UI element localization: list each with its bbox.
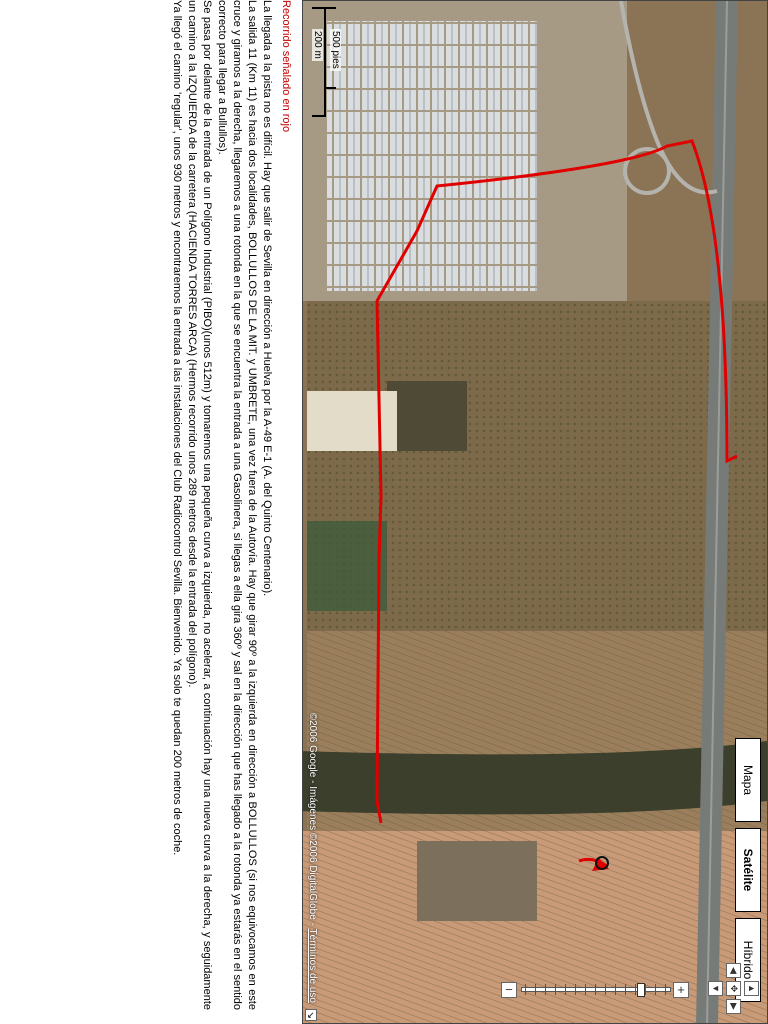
zoom-tick: [545, 984, 546, 995]
zoom-slider[interactable]: [521, 983, 671, 997]
directions-text: [169, 0, 274, 1010]
pan-right-icon[interactable]: ▶: [726, 999, 741, 1014]
scale-meters-label: 200 m: [312, 31, 323, 59]
scale-feet-label: 500 pies: [330, 31, 341, 69]
zoom-tick: [565, 984, 566, 995]
route-caption: Recorrido señalado en rojo: [280, 0, 292, 133]
zoom-in-button[interactable]: +: [673, 982, 689, 998]
zoom-slider-thumb[interactable]: [637, 983, 645, 997]
zoom-tick: [665, 984, 666, 995]
map-type-mapa-button[interactable]: Mapa: [735, 738, 761, 822]
zoom-tick: [655, 984, 656, 995]
pan-up-icon[interactable]: ▲: [744, 981, 759, 996]
pan-down-icon[interactable]: ▼: [708, 981, 723, 996]
directions-paragraph: La salida 11 (Km 11) es hacia dos localidades, BOLLULLOS DE LA MIT. y UMBRETE, una vez fuera de la Autovía. Hay que girar 90º a la izquierda en dirección a BOLLULLOS (si nos equivocamos en este cruce y giramos a la derecha, llegaremos a una rotonda en la que se encuentra la entrada a una Gasolinera, si llegas a ella gira 360º y sal en la dirección que has llegado a la rotonda ya estarás en el sentido correcto para llegar a Bullullos).: [216, 0, 258, 1010]
directions-paragraph: Se pasa por delante de la entrada de un Polígono Industrial (PIBO)(unos 512m) y tomaremos una pequeña curva a izquierda, no acelerar, a continuación hay una nueva curva a la derecha, y seguidamente un camino a la IZQUIERDA de la carretera (HACIENDA TORRES ARCA) (Hermos recorrido unos 289 metros desde la entrada del polígono).: [186, 0, 213, 1010]
map-type-satellite-button[interactable]: Satélite: [735, 828, 761, 912]
zoom-tick: [645, 984, 646, 995]
zoom-tick: [535, 984, 536, 995]
satellite-map[interactable]: [302, 0, 768, 1024]
directions-paragraph: Ya llegó el camino 'regular', unos 930 metros y encontraremos la entrada a las instalaciones del Club Radiocontrol Sevilla. Bienvenido. Ya solo te quedan 200 metros de coche.: [171, 0, 183, 856]
pan-center-icon[interactable]: ✥: [726, 981, 741, 996]
zoom-out-button[interactable]: −: [501, 982, 517, 998]
map-type-hybrid-button[interactable]: Híbrido: [735, 918, 761, 1002]
zoom-tick: [635, 984, 636, 995]
zoom-tick: [555, 984, 556, 995]
zoom-tick: [605, 984, 606, 995]
scale-bar: [308, 7, 340, 117]
satellite-imagery[interactable]: [302, 1, 767, 1024]
copyright-notice: [307, 713, 318, 1003]
pan-left-icon[interactable]: ◀: [726, 963, 741, 978]
zoom-slider-rail: [521, 987, 671, 992]
zoom-tick: [525, 984, 526, 995]
copyright-text: ©2006 Google - Imágenes ©2006 DigitalGlobe -: [307, 712, 318, 926]
terms-of-use-link[interactable]: Términos de uso: [307, 928, 318, 1003]
directions-paragraph: La llegada a la pista no es difícil. Hay que salir de Sevilla en dirección a Huelva por la A-49 E-1 (A. del Quinto Centenario).: [261, 0, 273, 597]
zoom-tick: [595, 984, 596, 995]
zoom-tick: [585, 984, 586, 995]
zoom-controls: [487, 957, 687, 997]
zoom-tick: [575, 984, 576, 995]
zoom-tick: [625, 984, 626, 995]
expand-corner-icon[interactable]: ↘: [305, 1009, 317, 1021]
zoom-tick: [615, 984, 616, 995]
